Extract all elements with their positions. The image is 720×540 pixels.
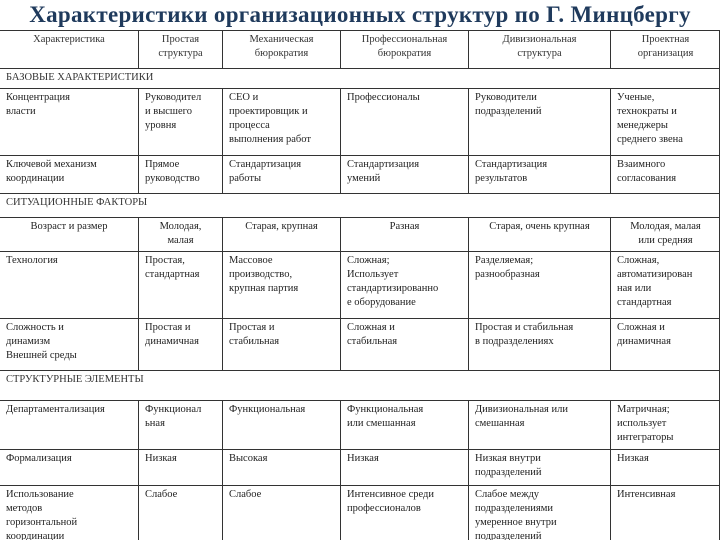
cell-horizontal-1: Слабое bbox=[138, 485, 222, 540]
cell-age-1: Молодая, малая bbox=[138, 217, 222, 251]
cell-technology-3: Сложная; Использует стандартизированно е оборудование bbox=[340, 251, 468, 318]
cell-mechanism-3: Стандартизация умений bbox=[340, 155, 468, 193]
cell-formalization-4: Низкая внутри подразделений bbox=[468, 449, 610, 485]
cell-horizontal-0: Использование методов горизонтальной координации bbox=[0, 485, 138, 540]
cell-formalization-0: Формализация bbox=[0, 449, 138, 485]
cell-department-1: Функционал ьная bbox=[138, 400, 222, 449]
cell-horizontal-5: Интенсивная bbox=[610, 485, 720, 540]
header-cell-0: Характеристика bbox=[0, 30, 138, 68]
cell-technology-2: Массовое производство, крупная партия bbox=[222, 251, 340, 318]
section-heading-basic: БАЗОВЫЕ ХАРАКТЕРИСТИКИ bbox=[0, 68, 720, 88]
cell-concentration-5: Ученые, технократы и менеджеры среднего звена bbox=[610, 88, 720, 155]
cell-mechanism-0: Ключевой механизм координации bbox=[0, 155, 138, 193]
header-cell-1: Простая структура bbox=[138, 30, 222, 68]
cell-mechanism-5: Взаимного согласования bbox=[610, 155, 720, 193]
cell-complexity-2: Простая и стабильная bbox=[222, 318, 340, 370]
cell-complexity-3: Сложная и стабильная bbox=[340, 318, 468, 370]
section-heading-situational: СИТУАЦИОННЫЕ ФАКТОРЫ bbox=[0, 193, 720, 217]
cell-formalization-1: Низкая bbox=[138, 449, 222, 485]
cell-department-4: Дивизиональная или смешанная bbox=[468, 400, 610, 449]
header-cell-2: Механическая бюрократия bbox=[222, 30, 340, 68]
cell-horizontal-3: Интенсивное среди профессионалов bbox=[340, 485, 468, 540]
cell-department-5: Матричная; использует интеграторы bbox=[610, 400, 720, 449]
cell-age-5: Молодая, малая или средняя bbox=[610, 217, 720, 251]
header-cell-3: Профессиональная бюрократия bbox=[340, 30, 468, 68]
cell-age-0: Возраст и размер bbox=[0, 217, 138, 251]
cell-complexity-4: Простая и стабильная в подразделениях bbox=[468, 318, 610, 370]
cell-concentration-0: Концентрация власти bbox=[0, 88, 138, 155]
section-heading-structural: СТРУКТУРНЫЕ ЭЛЕМЕНТЫ bbox=[0, 370, 720, 400]
cell-department-2: Функциональная bbox=[222, 400, 340, 449]
cell-mechanism-4: Стандартизация результатов bbox=[468, 155, 610, 193]
cell-formalization-3: Низкая bbox=[340, 449, 468, 485]
cell-technology-1: Простая, стандартная bbox=[138, 251, 222, 318]
cell-technology-4: Разделяемая; разнообразная bbox=[468, 251, 610, 318]
cell-mechanism-2: Стандартизация работы bbox=[222, 155, 340, 193]
cell-age-2: Старая, крупная bbox=[222, 217, 340, 251]
cell-concentration-3: Профессионалы bbox=[340, 88, 468, 155]
page-title: Характеристики организационных структур по Г. Минцбергу bbox=[29, 2, 691, 27]
cell-technology-0: Технология bbox=[0, 251, 138, 318]
cell-formalization-2: Высокая bbox=[222, 449, 340, 485]
cell-age-3: Разная bbox=[340, 217, 468, 251]
cell-formalization-5: Низкая bbox=[610, 449, 720, 485]
cell-horizontal-2: Слабое bbox=[222, 485, 340, 540]
cell-technology-5: Сложная, автоматизирован ная или стандартная bbox=[610, 251, 720, 318]
cell-complexity-1: Простая и динамичная bbox=[138, 318, 222, 370]
cell-department-3: Функциональная или смешанная bbox=[340, 400, 468, 449]
characteristics-table bbox=[0, 30, 720, 540]
cell-concentration-4: Руководители подразделений bbox=[468, 88, 610, 155]
cell-department-0: Департаментализация bbox=[0, 400, 138, 449]
cell-complexity-5: Сложная и динамичная bbox=[610, 318, 720, 370]
cell-age-4: Старая, очень крупная bbox=[468, 217, 610, 251]
cell-concentration-2: CEO и проектировщик и процесса выполнения работ bbox=[222, 88, 340, 155]
cell-complexity-0: Сложность и динамизм Внешней среды bbox=[0, 318, 138, 370]
cell-mechanism-1: Прямое руководство bbox=[138, 155, 222, 193]
cell-horizontal-4: Слабое между подразделениями умеренное внутри подразделений bbox=[468, 485, 610, 540]
header-cell-4: Дивизиональная структура bbox=[468, 30, 610, 68]
header-cell-5: Проектная организация bbox=[610, 30, 720, 68]
cell-concentration-1: Руководител и высшего уровня bbox=[138, 88, 222, 155]
